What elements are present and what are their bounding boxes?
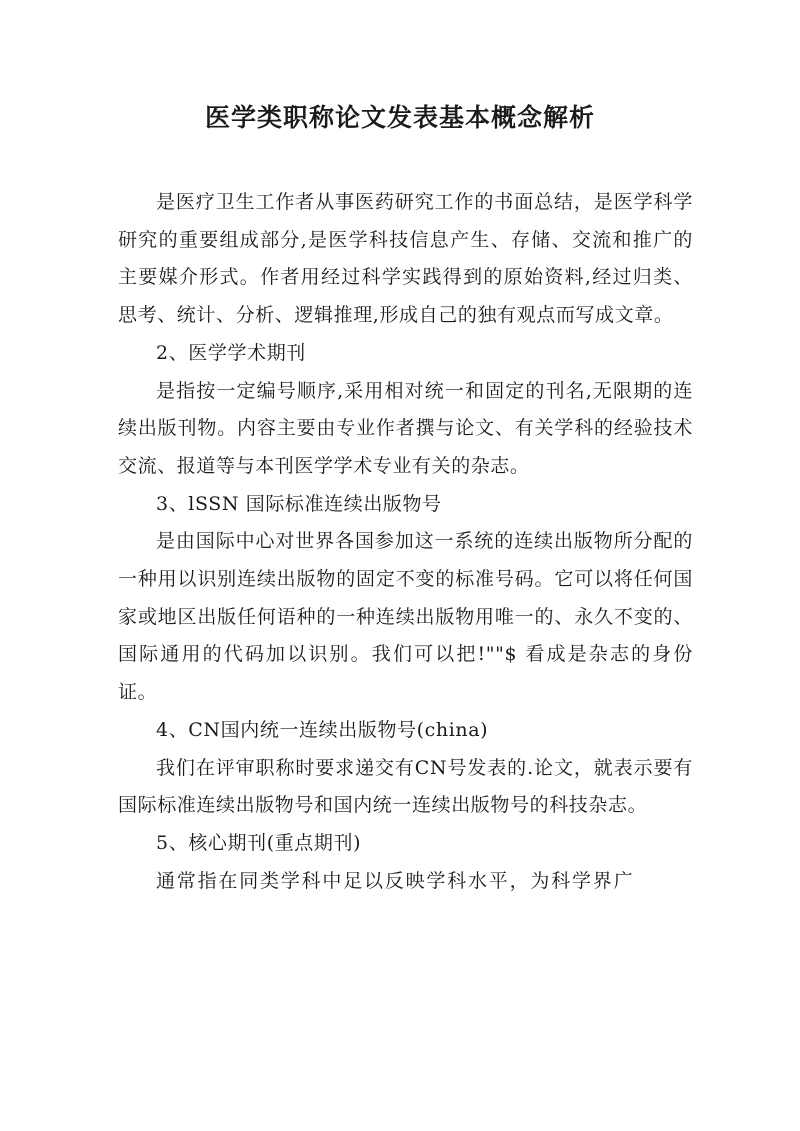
- paragraph-issn: 是由国际中心对世界各国参加这一系统的连续出版物所分配的一种用以识别连续出版物的固定不变的标准号码。它可以将任何国家或地区出版任何语种的一种连续出版物用唯一的、永久不变的、国际通用的代码加以识别。我们可以把!""$ 看成是杂志的身份证。: [118, 530, 693, 704]
- paragraph-cn: 我们在评审职称时要求递交有CN号发表的.论文，就表示要有国际标准连续出版物号和国内统一连续出版物号的科技杂志。: [118, 756, 693, 817]
- paragraph-journal: 是指按一定编号顺序,采用相对统一和固定的刊名,无限期的连续出版刊物。内容主要由专业作者撰与论文、有关学科的经验技术交流、报道等与本刊医学学术专业有关的杂志。: [118, 379, 693, 477]
- section-heading-2: 2、医学学术期刊: [156, 341, 306, 364]
- document-title: 医学类职称论文发表基本概念解析: [204, 103, 595, 132]
- paragraph-definition: 是医疗卫生工作者从事医药研究工作的书面总结，是医学科学研究的重要组成部分,是医学科技信息产生、存储、交流和推广的主要媒介形式。作者用经过科学实践得到的原始资料,经过归类、思考、统计、分析、逻辑推理,形成自己的独有观点而写成文章。: [118, 191, 693, 327]
- paragraph-core-journal: 通常指在同类学科中足以反映学科水平，为科学界广: [156, 869, 635, 892]
- section-heading-4: 4、CN国内统一连续出版物号(china): [156, 718, 489, 741]
- document-body: [118, 184, 693, 900]
- section-heading-5: 5、核心期刊(重点期刊): [156, 831, 362, 854]
- section-heading-3: 3、lSSN 国际标准连续出版物号: [156, 492, 442, 515]
